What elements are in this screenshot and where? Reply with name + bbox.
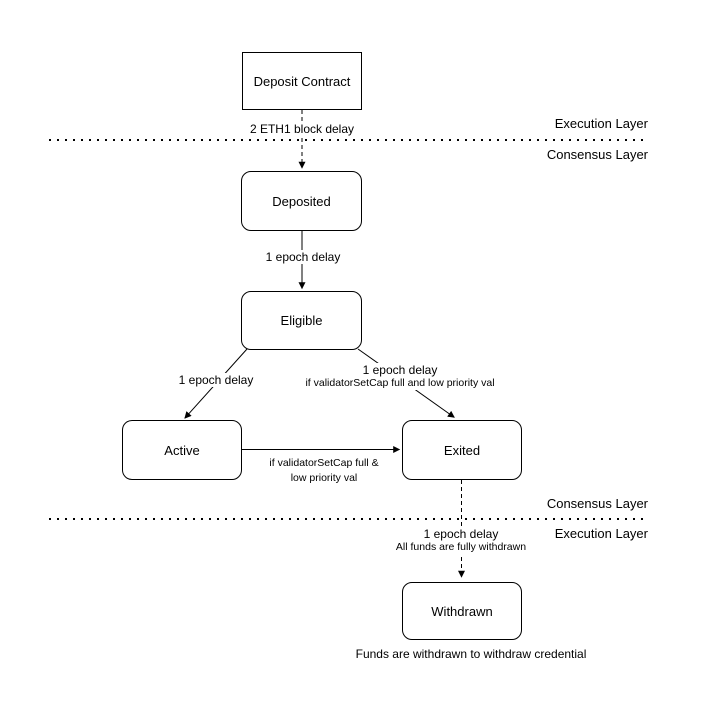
edge-label-active-to-exited — [267, 456, 380, 486]
node-active-label: Active — [164, 442, 200, 458]
node-eligible-label: Eligible — [280, 313, 323, 328]
edge-label-eligible-to-exited-delay: 1 epoch delay — [362, 363, 438, 377]
layer-label-execution-top: Execution Layer — [554, 116, 648, 131]
node-deposit-contract — [242, 52, 362, 110]
edge-label-exited-to-withdrawn-delay: 1 epoch delay — [423, 527, 499, 541]
edge-label-deposited-to-eligible: 1 epoch delay — [265, 250, 341, 264]
layer-label-consensus-top: Consensus Layer — [546, 147, 648, 162]
edge-label-exited-to-withdrawn-note: All funds are fully withdrawn — [395, 541, 527, 553]
node-deposit-contract-label: Deposit Contract — [253, 73, 351, 89]
node-exited — [402, 420, 522, 480]
node-eligible — [241, 291, 362, 350]
edge-label-eligible-to-exited-condition: if validatorSetCap full and low priority val — [305, 377, 495, 389]
node-withdrawn — [402, 582, 522, 640]
edge-label-eligible-to-active: 1 epoch delay — [178, 373, 254, 387]
node-deposited-label: Deposited — [272, 193, 331, 209]
diagram-footnote: Funds are withdrawn to withdraw credential — [355, 647, 587, 661]
node-deposited — [241, 171, 362, 231]
layer-label-consensus-bottom: Consensus Layer — [546, 496, 648, 511]
edge-label-eligible-to-exited — [303, 363, 496, 390]
edge-label-active-to-exited-condition-line1: if validatorSetCap full & — [269, 457, 379, 469]
edge-label-deposit-to-deposited: 2 ETH1 block delay — [249, 122, 355, 136]
node-withdrawn-label: Withdrawn — [431, 603, 493, 619]
node-exited-label: Exited — [443, 442, 481, 458]
edge-label-active-to-exited-condition-line2: low priority val — [290, 472, 358, 484]
edge-label-exited-to-withdrawn — [394, 527, 528, 554]
layer-label-execution-bottom: Execution Layer — [554, 526, 648, 541]
node-active — [122, 420, 242, 480]
